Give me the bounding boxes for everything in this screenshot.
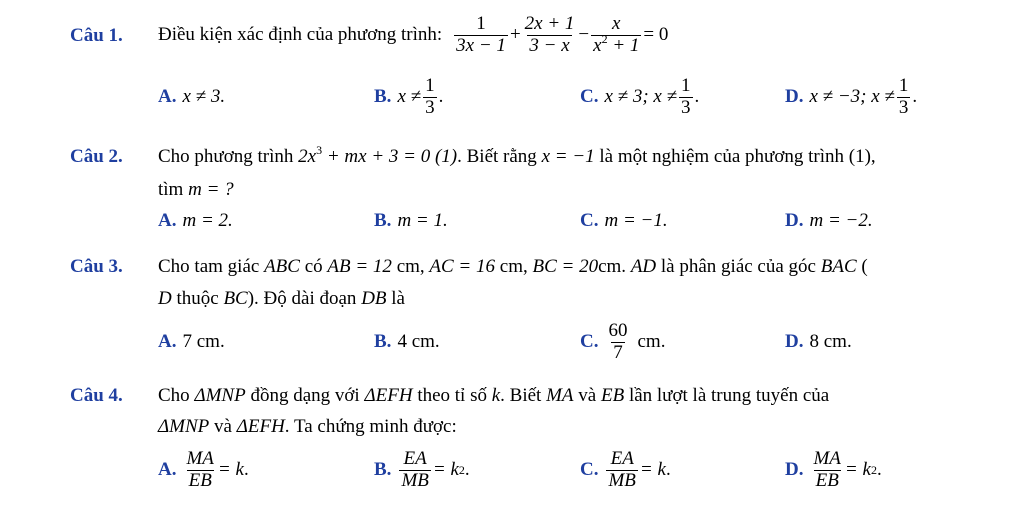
- q2-option-d[interactable]: D. m = −2.: [785, 210, 873, 231]
- q1-option-d[interactable]: D. x ≠ −3; x ≠ $\frac{1}{3}$ .: [785, 74, 918, 118]
- question-3-stem-line2: D thuộc BC). Độ dài đoạn DB là: [158, 288, 405, 309]
- q1-option-a[interactable]: A. x ≠ 3.: [158, 86, 226, 107]
- question-1-label: Câu 1.: [70, 25, 123, 46]
- question-1-stem: Điều kiện xác định của phương trình: $\frac{1}{3x - 1}$ + $\frac{2x + 1}{3 - x}$ − $\frac{x}{x^2 + 1}$ = 0: [158, 12, 669, 56]
- q3-option-b[interactable]: B. 4 cm.: [374, 331, 440, 352]
- question-3-stem: Cho tam giác ABC có AB = 12 cm, AC = 16 cm, BC = 20cm. AD là phân giác của góc BAC (: [158, 256, 868, 277]
- question-1-equation: $\frac{1}{3x - 1}$ + $\frac{2x + 1}{3 - x}$ − $\frac{x}{x^2 + 1}$ = 0: [456, 12, 669, 56]
- q4-option-b[interactable]: B. $\frac{EA}{MB}$ = k 2 .: [374, 447, 470, 491]
- question-4-label: Câu 4.: [70, 385, 123, 406]
- q1-option-b[interactable]: B. x ≠ $\frac{1}{3}$ .: [374, 74, 444, 118]
- q2-option-b[interactable]: B. m = 1.: [374, 210, 448, 231]
- question-3-label: Câu 3.: [70, 256, 123, 277]
- q1-option-c[interactable]: C. x ≠ 3; x ≠ $\frac{1}{3}$ .: [580, 74, 700, 118]
- question-4-stem: Cho ΔMNP đồng dạng với ΔEFH theo tỉ số k. Biết MA và EB lần lượt là trung tuyến của: [158, 385, 830, 406]
- q3-option-d[interactable]: D. 8 cm.: [785, 331, 852, 352]
- question-2-stem-line2: tìm m = ?: [158, 179, 234, 200]
- q4-option-a[interactable]: A. $\frac{MA}{EB}$ = k .: [158, 447, 249, 491]
- q2-option-c[interactable]: C. m = −1.: [580, 210, 668, 231]
- q3-option-a[interactable]: A. 7 cm.: [158, 331, 225, 352]
- question-2-stem: Cho phương trình $2x^3$ + mx + 3 = 0 (1). Biết rằng x = −1 là một nghiệm của phương trình (1),: [158, 143, 876, 167]
- question-2-label: Câu 2.: [70, 146, 123, 167]
- q4-option-c[interactable]: C. $\frac{EA}{MB}$ = k .: [580, 447, 671, 491]
- question-4-stem-line2: ΔMNP và ΔEFH. Ta chứng minh được:: [158, 416, 457, 437]
- q4-option-d[interactable]: D. $\frac{MA}{EB}$ = k 2 .: [785, 447, 882, 491]
- q3-option-c[interactable]: C. $\frac{60}{7}$ cm.: [580, 319, 666, 363]
- q2-option-a[interactable]: A. m = 2.: [158, 210, 233, 231]
